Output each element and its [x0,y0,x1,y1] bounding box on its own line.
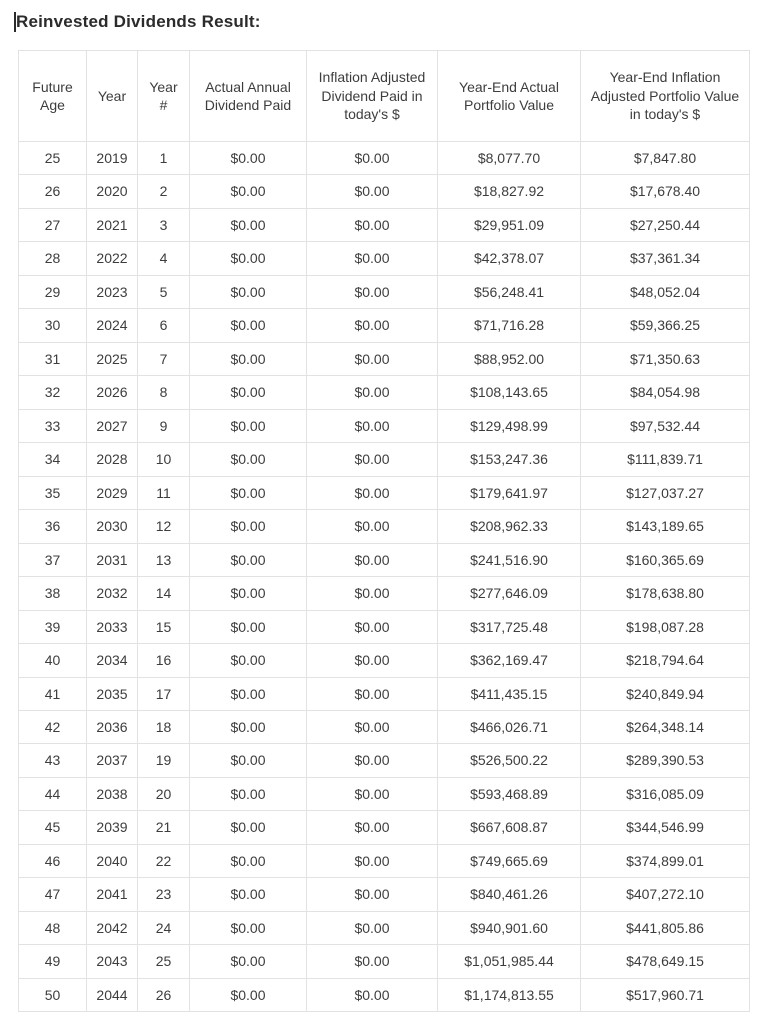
cell-year: 2027 [87,409,138,442]
cell-actual-value: $940,901.60 [438,911,581,944]
cell-year-num: 9 [138,409,190,442]
table-row [19,644,750,677]
cell-actual-dividend: $0.00 [190,744,307,777]
cell-year-num: 15 [138,610,190,643]
table-row [19,275,750,308]
cell-inflation-dividend: $0.00 [307,409,438,442]
cell-actual-value: $129,498.99 [438,409,581,442]
cell-inflation-value: $374,899.01 [581,844,750,877]
cell-year: 2029 [87,476,138,509]
cell-year-num: 14 [138,577,190,610]
cell-year: 2030 [87,510,138,543]
cell-inflation-dividend: $0.00 [307,443,438,476]
cell-inflation-dividend: $0.00 [307,610,438,643]
cell-year-num: 5 [138,275,190,308]
table-row [19,409,750,442]
table-row [19,878,750,911]
cell-actual-dividend: $0.00 [190,275,307,308]
cell-actual-value: $208,962.33 [438,510,581,543]
cell-year: 2044 [87,978,138,1011]
cell-actual-dividend: $0.00 [190,443,307,476]
cell-year-num: 18 [138,710,190,743]
cell-actual-value: $241,516.90 [438,543,581,576]
cell-actual-dividend: $0.00 [190,510,307,543]
cell-future-age: 34 [19,443,87,476]
table-row [19,376,750,409]
cell-future-age: 29 [19,275,87,308]
cell-inflation-dividend: $0.00 [307,577,438,610]
cell-future-age: 32 [19,376,87,409]
cell-actual-value: $277,646.09 [438,577,581,610]
cell-inflation-value: $111,839.71 [581,443,750,476]
cell-year-num: 7 [138,342,190,375]
cell-inflation-dividend: $0.00 [307,644,438,677]
cell-actual-dividend: $0.00 [190,644,307,677]
cell-inflation-dividend: $0.00 [307,510,438,543]
cell-future-age: 31 [19,342,87,375]
cell-inflation-dividend: $0.00 [307,275,438,308]
cell-actual-dividend: $0.00 [190,208,307,241]
cell-inflation-dividend: $0.00 [307,142,438,175]
cell-year: 2022 [87,242,138,275]
cell-actual-dividend: $0.00 [190,610,307,643]
cell-actual-value: $29,951.09 [438,208,581,241]
cell-inflation-dividend: $0.00 [307,677,438,710]
column-header-year-number: Year # [138,51,190,142]
cell-actual-value: $667,608.87 [438,811,581,844]
cell-actual-value: $42,378.07 [438,242,581,275]
table-row [19,978,750,1011]
cell-inflation-value: $478,649.15 [581,945,750,978]
cell-actual-dividend: $0.00 [190,577,307,610]
cell-actual-dividend: $0.00 [190,543,307,576]
cell-future-age: 28 [19,242,87,275]
table-row [19,175,750,208]
cell-inflation-dividend: $0.00 [307,309,438,342]
cell-actual-value: $593,468.89 [438,777,581,810]
cell-future-age: 25 [19,142,87,175]
table-row [19,443,750,476]
cell-actual-dividend: $0.00 [190,242,307,275]
cell-actual-value: $153,247.36 [438,443,581,476]
cell-inflation-value: $264,348.14 [581,710,750,743]
cell-inflation-dividend: $0.00 [307,911,438,944]
reinvested-dividends-table [18,50,750,1012]
column-header-actual-value: Year-End Actual Portfolio Value [438,51,581,142]
cell-actual-dividend: $0.00 [190,175,307,208]
table-row [19,844,750,877]
cell-future-age: 44 [19,777,87,810]
cell-inflation-value: $407,272.10 [581,878,750,911]
cell-inflation-value: $160,365.69 [581,543,750,576]
cell-actual-dividend: $0.00 [190,710,307,743]
table-header [19,51,750,142]
cell-inflation-value: $344,546.99 [581,811,750,844]
cell-year-num: 2 [138,175,190,208]
cell-year-num: 24 [138,911,190,944]
cell-actual-value: $466,026.71 [438,710,581,743]
cell-year: 2036 [87,710,138,743]
cell-inflation-dividend: $0.00 [307,376,438,409]
table-row [19,911,750,944]
cell-actual-dividend: $0.00 [190,945,307,978]
cell-year: 2041 [87,878,138,911]
cell-actual-value: $749,665.69 [438,844,581,877]
column-header-inflation-value: Year-End Inflation Adjusted Portfolio Value in today's $ [581,51,750,142]
cell-inflation-dividend: $0.00 [307,710,438,743]
cell-inflation-dividend: $0.00 [307,208,438,241]
cell-future-age: 45 [19,811,87,844]
cell-actual-value: $179,641.97 [438,476,581,509]
cell-year: 2023 [87,275,138,308]
title-row [14,12,752,32]
cell-year-num: 22 [138,844,190,877]
table-row [19,710,750,743]
cell-future-age: 40 [19,644,87,677]
cell-actual-value: $108,143.65 [438,376,581,409]
cell-actual-value: $317,725.48 [438,610,581,643]
cell-future-age: 38 [19,577,87,610]
cell-inflation-value: $289,390.53 [581,744,750,777]
cell-future-age: 49 [19,945,87,978]
cell-future-age: 26 [19,175,87,208]
cell-inflation-value: $198,087.28 [581,610,750,643]
cell-future-age: 47 [19,878,87,911]
cell-year: 2035 [87,677,138,710]
cell-year-num: 19 [138,744,190,777]
cell-year: 2025 [87,342,138,375]
cell-future-age: 43 [19,744,87,777]
table-row [19,610,750,643]
cell-year: 2021 [87,208,138,241]
table-row [19,811,750,844]
cell-year: 2042 [87,911,138,944]
table-row [19,242,750,275]
cell-year: 2031 [87,543,138,576]
cell-future-age: 48 [19,911,87,944]
cell-actual-dividend: $0.00 [190,142,307,175]
cell-actual-dividend: $0.00 [190,342,307,375]
cell-year: 2020 [87,175,138,208]
table-row [19,142,750,175]
cell-inflation-value: $37,361.34 [581,242,750,275]
cell-year: 2043 [87,945,138,978]
cell-actual-value: $71,716.28 [438,309,581,342]
cell-year-num: 23 [138,878,190,911]
cell-year: 2034 [87,644,138,677]
cell-actual-dividend: $0.00 [190,409,307,442]
cell-future-age: 46 [19,844,87,877]
cell-inflation-value: $441,805.86 [581,911,750,944]
cell-year-num: 1 [138,142,190,175]
cell-year-num: 4 [138,242,190,275]
cell-year: 2038 [87,777,138,810]
cell-actual-dividend: $0.00 [190,811,307,844]
cell-inflation-dividend: $0.00 [307,476,438,509]
cell-future-age: 27 [19,208,87,241]
page-title: Reinvested Dividends Result: [16,12,261,31]
cell-actual-value: $1,051,985.44 [438,945,581,978]
cell-year: 2040 [87,844,138,877]
cell-year-num: 17 [138,677,190,710]
column-header-inflation-dividend: Inflation Adjusted Dividend Paid in today's $ [307,51,438,142]
cell-actual-dividend: $0.00 [190,878,307,911]
cell-actual-dividend: $0.00 [190,844,307,877]
cell-year-num: 11 [138,476,190,509]
table-row [19,577,750,610]
cell-inflation-dividend: $0.00 [307,844,438,877]
table-row [19,342,750,375]
cell-year: 2024 [87,309,138,342]
cell-future-age: 41 [19,677,87,710]
cell-future-age: 35 [19,476,87,509]
cell-inflation-dividend: $0.00 [307,242,438,275]
cell-inflation-value: $517,960.71 [581,978,750,1011]
table-row [19,309,750,342]
table-row [19,543,750,576]
cell-future-age: 39 [19,610,87,643]
cell-inflation-value: $178,638.80 [581,577,750,610]
cell-actual-value: $1,174,813.55 [438,978,581,1011]
cell-inflation-value: $218,794.64 [581,644,750,677]
cell-inflation-dividend: $0.00 [307,811,438,844]
cell-actual-dividend: $0.00 [190,476,307,509]
table-row [19,945,750,978]
cell-inflation-value: $97,532.44 [581,409,750,442]
cell-year: 2028 [87,443,138,476]
table-row [19,208,750,241]
cell-inflation-value: $143,189.65 [581,510,750,543]
cell-actual-dividend: $0.00 [190,309,307,342]
table-body [19,142,750,1012]
cell-actual-dividend: $0.00 [190,978,307,1011]
cell-year: 2033 [87,610,138,643]
cell-inflation-value: $59,366.25 [581,309,750,342]
cell-actual-value: $526,500.22 [438,744,581,777]
cell-inflation-dividend: $0.00 [307,777,438,810]
cell-actual-value: $56,248.41 [438,275,581,308]
cell-inflation-value: $240,849.94 [581,677,750,710]
cell-year-num: 10 [138,443,190,476]
cell-actual-dividend: $0.00 [190,777,307,810]
table-row [19,777,750,810]
cell-inflation-dividend: $0.00 [307,342,438,375]
cell-actual-value: $18,827.92 [438,175,581,208]
cell-year: 2039 [87,811,138,844]
cell-actual-dividend: $0.00 [190,376,307,409]
column-header-actual-dividend: Actual Annual Dividend Paid [190,51,307,142]
cell-actual-dividend: $0.00 [190,911,307,944]
cell-inflation-value: $316,085.09 [581,777,750,810]
cell-future-age: 30 [19,309,87,342]
cell-inflation-value: $27,250.44 [581,208,750,241]
table-row [19,677,750,710]
cell-future-age: 33 [19,409,87,442]
cell-inflation-dividend: $0.00 [307,543,438,576]
cell-inflation-value: $17,678.40 [581,175,750,208]
table-row [19,476,750,509]
cell-actual-value: $8,077.70 [438,142,581,175]
cell-actual-value: $362,169.47 [438,644,581,677]
cell-year-num: 12 [138,510,190,543]
header-row [19,51,750,142]
table-row [19,510,750,543]
cell-year-num: 20 [138,777,190,810]
cell-year-num: 25 [138,945,190,978]
cell-actual-dividend: $0.00 [190,677,307,710]
cell-year-num: 3 [138,208,190,241]
cell-year-num: 6 [138,309,190,342]
cell-year: 2037 [87,744,138,777]
cell-year-num: 13 [138,543,190,576]
cell-inflation-value: $127,037.27 [581,476,750,509]
cell-future-age: 42 [19,710,87,743]
column-header-year: Year [87,51,138,142]
cell-inflation-dividend: $0.00 [307,878,438,911]
cell-inflation-dividend: $0.00 [307,744,438,777]
cell-year: 2019 [87,142,138,175]
cell-actual-value: $411,435.15 [438,677,581,710]
cell-year-num: 16 [138,644,190,677]
cell-inflation-dividend: $0.00 [307,175,438,208]
cell-year: 2032 [87,577,138,610]
column-header-future-age: Future Age [19,51,87,142]
table-row [19,744,750,777]
cell-future-age: 50 [19,978,87,1011]
cell-year-num: 26 [138,978,190,1011]
cell-inflation-value: $7,847.80 [581,142,750,175]
cell-inflation-dividend: $0.00 [307,945,438,978]
cell-year: 2026 [87,376,138,409]
cell-future-age: 36 [19,510,87,543]
cell-actual-value: $88,952.00 [438,342,581,375]
cell-year-num: 21 [138,811,190,844]
cell-inflation-value: $48,052.04 [581,275,750,308]
cell-year-num: 8 [138,376,190,409]
cell-inflation-dividend: $0.00 [307,978,438,1011]
cell-inflation-value: $71,350.63 [581,342,750,375]
cell-inflation-value: $84,054.98 [581,376,750,409]
cell-future-age: 37 [19,543,87,576]
cell-actual-value: $840,461.26 [438,878,581,911]
